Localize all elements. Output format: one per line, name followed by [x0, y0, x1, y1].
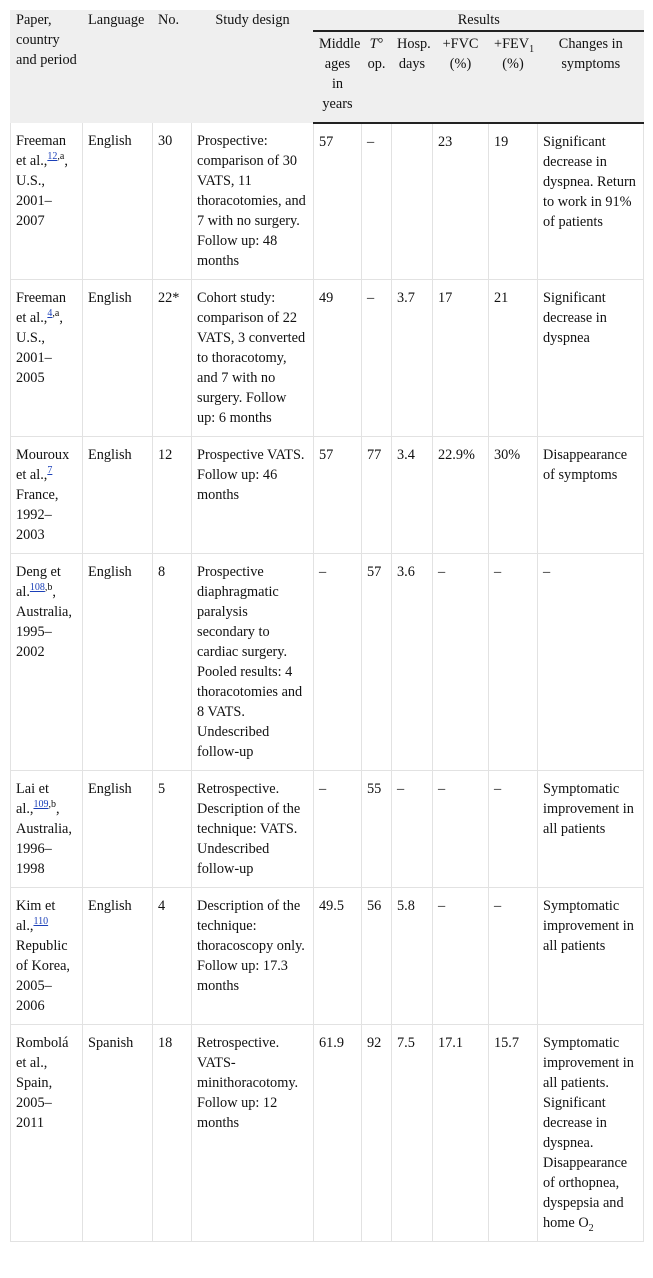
reference-link[interactable]: 4	[47, 308, 53, 320]
symptoms-text: –	[543, 564, 551, 580]
cell-no: 4	[153, 888, 192, 1025]
cell-paper	[11, 888, 83, 1025]
cell-fvc: 22.9%	[433, 437, 489, 554]
cell-age: –	[314, 771, 362, 888]
symptoms-subscript: 2	[588, 1222, 594, 1234]
paper-place-period: Republic of Korea, 2005–2006	[16, 938, 70, 1014]
reference-mark: ,b	[48, 799, 56, 811]
header-language: Language	[83, 10, 153, 123]
header-design: Study design	[192, 10, 314, 123]
cell-age: 49.5	[314, 888, 362, 1025]
cell-hosp-days: 3.6	[392, 554, 433, 771]
symptoms-text: Disappearance of symptoms	[543, 447, 628, 483]
paper-place-period: , U.S., 2001–2005	[16, 310, 63, 386]
cell-no: 18	[153, 1025, 192, 1242]
cell-paper	[11, 1025, 83, 1242]
cell-fev1: 21	[489, 280, 538, 437]
cell-fvc: –	[433, 888, 489, 1025]
table-row	[11, 554, 644, 771]
table-row	[11, 123, 644, 280]
cell-design: Cohort study: comparison of 22 VATS, 3 converted to thoracotomy, and 7 with no surgery. Follow up: 6 months	[192, 280, 314, 437]
cell-no: 22*	[153, 280, 192, 437]
cell-fev1: 19	[489, 123, 538, 280]
paper-author: Freeman et al.,	[16, 290, 67, 326]
cell-symptoms	[538, 888, 644, 1025]
paper-place-period: , Australia, 1995–2002	[16, 584, 72, 660]
cell-fev1: 15.7	[489, 1025, 538, 1242]
table-row	[11, 771, 644, 888]
reference-superscript	[47, 308, 59, 319]
paper-author: Freeman et al.,	[16, 133, 67, 169]
cell-language: English	[83, 123, 153, 280]
cell-no: 12	[153, 437, 192, 554]
cell-op-time: 55	[362, 771, 392, 888]
table-header	[11, 10, 644, 123]
cell-paper	[11, 437, 83, 554]
header-fvc: +FVC (%)	[433, 31, 489, 123]
symptoms-text: Symptomatic improvement in all patients. Significant decrease in dyspnea. Disappearance of orthopnea, dyspepsia and home O	[543, 1035, 634, 1231]
cell-op-time: 57	[362, 554, 392, 771]
cell-op-time: 77	[362, 437, 392, 554]
cell-age: 49	[314, 280, 362, 437]
study-table-container	[10, 10, 643, 1242]
cell-hosp-days: 5.8	[392, 888, 433, 1025]
cell-language: English	[83, 280, 153, 437]
symptoms-text: Symptomatic improvement in all patients	[543, 781, 634, 837]
paper-author: Rombolá et al., Spain, 2005–2011	[16, 1035, 69, 1131]
symptoms-text: Significant decrease in dyspnea. Return to work in 91% of patients	[543, 134, 636, 230]
cell-hosp-days: 3.4	[392, 437, 433, 554]
paper-author: Deng et al.	[16, 564, 61, 600]
header-fev-b: (%)	[502, 56, 524, 72]
reference-link[interactable]: 110	[33, 916, 49, 928]
paper-author: Lai et al.,	[16, 781, 49, 817]
table-row	[11, 437, 644, 554]
cell-fvc: 17.1	[433, 1025, 489, 1242]
cell-op-time: –	[362, 280, 392, 437]
reference-link[interactable]: 12	[47, 151, 58, 163]
cell-language: English	[83, 554, 153, 771]
reference-link[interactable]: 7	[47, 465, 53, 477]
cell-age: 57	[314, 123, 362, 280]
cell-fvc: 23	[433, 123, 489, 280]
table-row	[11, 1025, 644, 1242]
cell-age: –	[314, 554, 362, 771]
header-top-t: T	[369, 36, 378, 52]
cell-paper	[11, 280, 83, 437]
header-fev-a: +FEV	[494, 36, 530, 52]
header-symptoms: Changes in symptoms	[538, 31, 644, 123]
reference-link[interactable]: 108	[29, 582, 45, 594]
paper-author: Mouroux et al.,	[16, 447, 70, 483]
cell-design: Prospective diaphragmatic paralysis secondary to cardiac surgery. Pooled results: 4 thoracotomies and 8 VATS. Undescribed follow-up	[192, 554, 314, 771]
cell-fev1: 30%	[489, 437, 538, 554]
reference-superscript	[30, 582, 53, 593]
cell-symptoms	[538, 554, 644, 771]
paper-place-period: France, 1992–2003	[16, 487, 59, 543]
cell-hosp-days: 3.7	[392, 280, 433, 437]
cell-hosp-days: 7.5	[392, 1025, 433, 1242]
header-top	[362, 31, 392, 123]
header-age: Middle ages in years	[314, 31, 362, 123]
header-hosp: Hosp. days	[392, 31, 433, 123]
header-no: No.	[153, 10, 192, 123]
cell-paper	[11, 554, 83, 771]
table-body	[11, 123, 644, 1242]
paper-author: Kim et al.,	[16, 898, 56, 934]
cell-language: English	[83, 771, 153, 888]
cell-symptoms	[538, 437, 644, 554]
cell-op-time: –	[362, 123, 392, 280]
symptoms-text: Symptomatic improvement in all patients	[543, 898, 634, 954]
cell-language: English	[83, 888, 153, 1025]
header-top-rest: ° op.	[367, 36, 386, 72]
cell-no: 8	[153, 554, 192, 771]
cell-design: Retrospective. Description of the technique: VATS. Undescribed follow-up	[192, 771, 314, 888]
reference-superscript	[47, 465, 52, 476]
cell-no: 30	[153, 123, 192, 280]
reference-link[interactable]: 109	[33, 799, 49, 811]
reference-mark: ,a	[52, 308, 60, 320]
cell-op-time: 56	[362, 888, 392, 1025]
cell-language: Spanish	[83, 1025, 153, 1242]
table-row	[11, 888, 644, 1025]
cell-no: 5	[153, 771, 192, 888]
cell-design: Prospective: comparison of 30 VATS, 11 thoracotomies, and 7 with no surgery. Follow up: 48 months	[192, 123, 314, 280]
header-paper: Paper, country and period	[11, 10, 83, 123]
symptoms-text: Significant decrease in dyspnea	[543, 290, 607, 346]
cell-paper	[11, 123, 83, 280]
cell-age: 57	[314, 437, 362, 554]
paper-place-period: , Australia, 1996–1998	[16, 801, 72, 877]
reference-superscript	[33, 916, 48, 927]
cell-age: 61.9	[314, 1025, 362, 1242]
cell-language: English	[83, 437, 153, 554]
header-fev-sub: 1	[529, 43, 535, 55]
cell-hosp-days	[392, 123, 433, 280]
header-results: Results	[314, 10, 644, 31]
cell-symptoms	[538, 1025, 644, 1242]
cell-fvc: 17	[433, 280, 489, 437]
reference-mark: ,a	[57, 151, 65, 163]
cell-op-time: 92	[362, 1025, 392, 1242]
cell-design: Retrospective. VATS-minithoracotomy. Follow up: 12 months	[192, 1025, 314, 1242]
cell-symptoms	[538, 123, 644, 280]
reference-superscript	[33, 799, 56, 810]
cell-hosp-days: –	[392, 771, 433, 888]
header-fev	[489, 31, 538, 123]
cell-fev1: –	[489, 888, 538, 1025]
cell-design: Description of the technique: thoracoscopy only. Follow up: 17.3 months	[192, 888, 314, 1025]
cell-symptoms	[538, 771, 644, 888]
cell-fev1: –	[489, 771, 538, 888]
cell-fvc: –	[433, 771, 489, 888]
cell-symptoms	[538, 280, 644, 437]
studies-table	[10, 10, 644, 1242]
cell-fev1: –	[489, 554, 538, 771]
reference-mark: ,b	[44, 582, 53, 594]
reference-superscript	[47, 151, 64, 162]
paper-place-period: , U.S., 2001–2007	[16, 153, 68, 229]
cell-fvc: –	[433, 554, 489, 771]
cell-paper	[11, 771, 83, 888]
cell-design: Prospective VATS. Follow up: 46 months	[192, 437, 314, 554]
table-row	[11, 280, 644, 437]
